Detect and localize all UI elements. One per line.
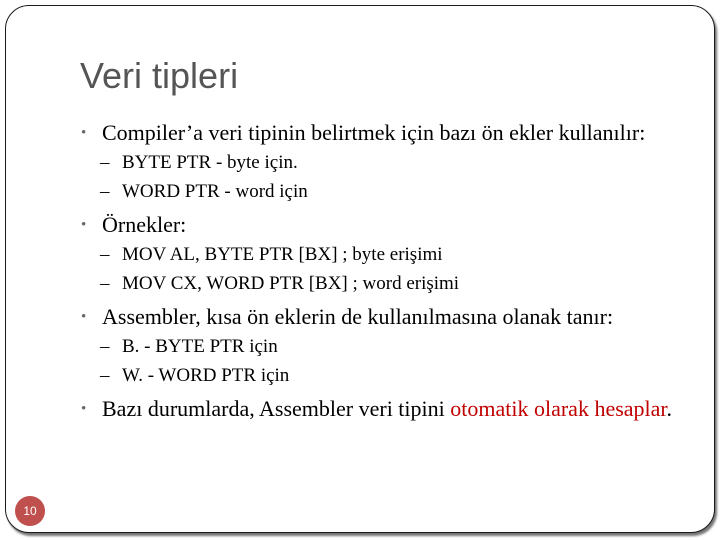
sub-bullet-1-1: [80, 148, 680, 177]
sub-bullet-2-2-text: MOV CX, WORD PTR [BX] ; word erişimi: [122, 273, 460, 294]
bullet-4-text-highlight: otomatik olarak hesaplar: [450, 396, 667, 421]
dash-icon: –: [100, 365, 110, 386]
slide-content: [80, 118, 680, 424]
bullet-1-text: Compiler’a veri tipinin belirtmek için bazı ön ekler kullanılır:: [102, 120, 646, 145]
dash-icon: –: [100, 273, 110, 294]
bullet-dot-icon: •: [81, 125, 87, 141]
bullet-4-text-after: .: [666, 396, 673, 421]
bullet-1: [80, 118, 680, 148]
bullet-4-text-before: Bazı durumlarda, Assembler veri tipini: [102, 396, 451, 421]
sub-bullet-1-2: [80, 177, 680, 206]
sub-bullet-3-1-text: B. - BYTE PTR için: [122, 336, 278, 357]
sub-bullet-3-2-text: W. - WORD PTR için: [122, 365, 290, 386]
bullet-dot-icon: •: [81, 401, 87, 417]
dash-icon: –: [100, 336, 110, 357]
bullet-2-text: Örnekler:: [102, 212, 187, 237]
dash-icon: –: [100, 152, 110, 173]
sub-bullet-2-1-text: MOV AL, BYTE PTR [BX] ; byte erişimi: [122, 244, 443, 265]
dash-icon: –: [100, 181, 110, 202]
bullet-3-text: Assembler, kısa ön eklerin de kullanılmasına olanak tanır:: [102, 304, 614, 329]
dash-icon: –: [100, 244, 110, 265]
sub-bullet-2-2: [80, 269, 680, 298]
bullet-dot-icon: •: [81, 309, 87, 325]
sub-bullet-3-2: [80, 361, 680, 390]
page-number-badge: 10: [15, 496, 45, 526]
bullet-2: [80, 210, 680, 240]
bullet-4: [80, 394, 680, 424]
bullet-3: [80, 302, 680, 332]
sub-bullet-2-1: [80, 240, 680, 269]
sub-bullet-1-1-text: BYTE PTR - byte için.: [122, 152, 298, 173]
slide-title: Veri tipleri: [80, 55, 239, 96]
sub-bullet-1-2-text: WORD PTR - word için: [122, 181, 308, 202]
sub-bullet-3-1: [80, 332, 680, 361]
bullet-dot-icon: •: [81, 217, 87, 233]
